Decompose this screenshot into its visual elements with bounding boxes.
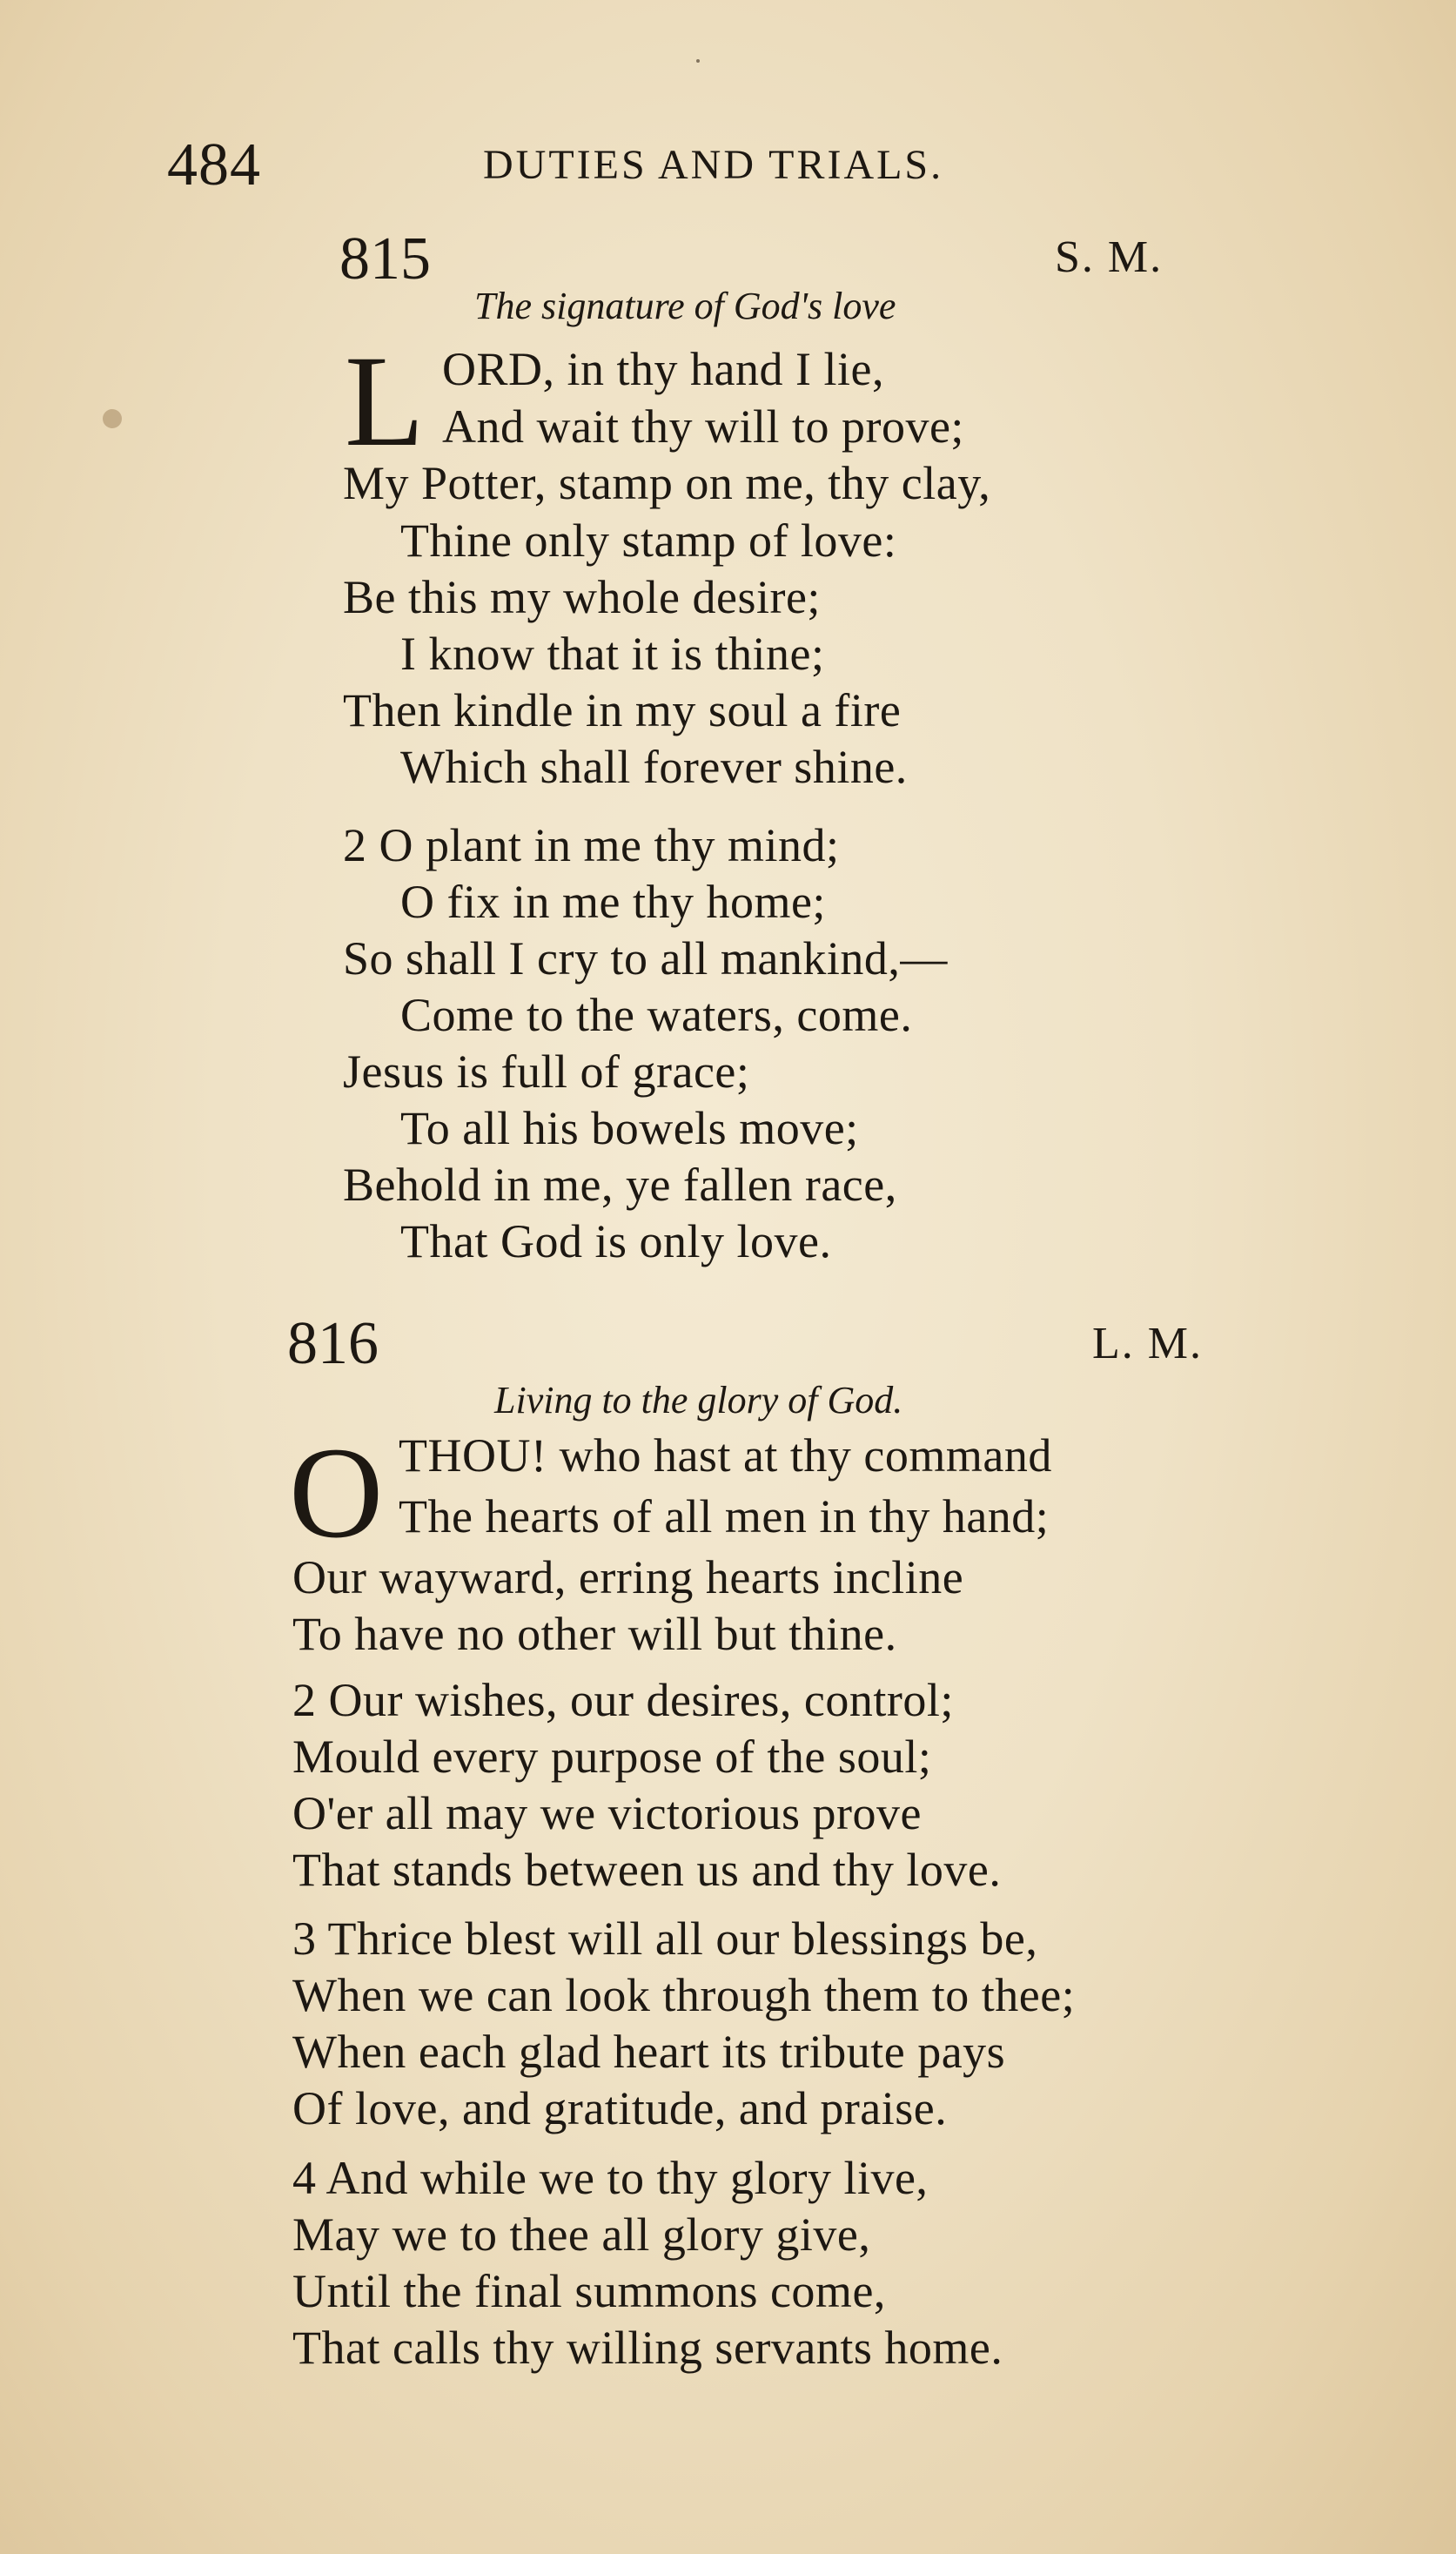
drop-cap: O [289,1421,384,1565]
verse-line: And wait thy will to prove; [442,400,964,453]
verse-line: 3 Thrice blest will all our blessings be, [292,1912,1038,1965]
verse-line: THOU! who hast at thy command [399,1429,1052,1482]
verse-line: That God is only love. [400,1215,832,1267]
hymn-subtitle: The signature of God's love [474,285,896,327]
verse-line: Mould every purpose of the soul; [292,1731,932,1783]
page-number: 484 [167,131,261,198]
verse-line: When each glad heart its tribute pays [292,2026,1006,2078]
hymn-meter: S. M. [1055,232,1164,282]
verse-line: May we to thee all glory give, [292,2208,871,2261]
verse-line: Thine only stamp of love: [400,514,897,567]
verse-line: Of love, and gratitude, and praise. [292,2082,948,2134]
hymn-subtitle: Living to the glory of God. [494,1379,903,1422]
verse-line: Be this my whole desire; [343,571,821,623]
verse-line: Which shall forever shine. [400,741,908,793]
print-speck [696,59,700,63]
verse-line: Jesus is full of grace; [343,1045,750,1098]
verse-line: Our wayward, erring hearts incline [292,1551,964,1603]
verse-line: Until the final summons come, [292,2265,886,2317]
verse-line: To all his bowels move; [400,1102,859,1154]
verse-line: O'er all may we victorious prove [292,1787,923,1839]
verse-line: ORD, in thy hand I lie, [442,343,884,395]
paper-stain [103,409,122,428]
verse-line: Then kindle in my soul a fire [343,684,902,736]
verse-line: 4 And while we to thy glory live, [292,2152,929,2204]
verse-line: The hearts of all men in thy hand; [399,1490,1050,1542]
verse-line: 2 O plant in me thy mind; [343,819,840,871]
verse-line: When we can look through them to thee; [292,1969,1076,2021]
drop-cap: L [345,329,425,474]
running-title: DUTIES AND TRIALS. [483,142,944,188]
verse-line: I know that it is thine; [400,628,825,680]
verse-line: So shall I cry to all mankind,— [343,932,948,985]
hymn-number: 816 [287,1310,379,1377]
hymn-number: 815 [339,225,431,292]
hymn-meter: L. M. [1092,1319,1203,1368]
verse-line: 2 Our wishes, our desires, control; [292,1674,954,1726]
verse-line: Come to the waters, come. [400,989,913,1041]
verse-line: To have no other will but thine. [292,1608,897,1660]
verse-line: That stands between us and thy love. [292,1844,1002,1896]
verse-line: My Potter, stamp on me, thy clay, [343,457,991,509]
verse-line: O fix in me thy home; [400,876,826,928]
verse-line: That calls thy willing servants home. [292,2322,1003,2374]
verse-line: Behold in me, ye fallen race, [343,1159,897,1211]
